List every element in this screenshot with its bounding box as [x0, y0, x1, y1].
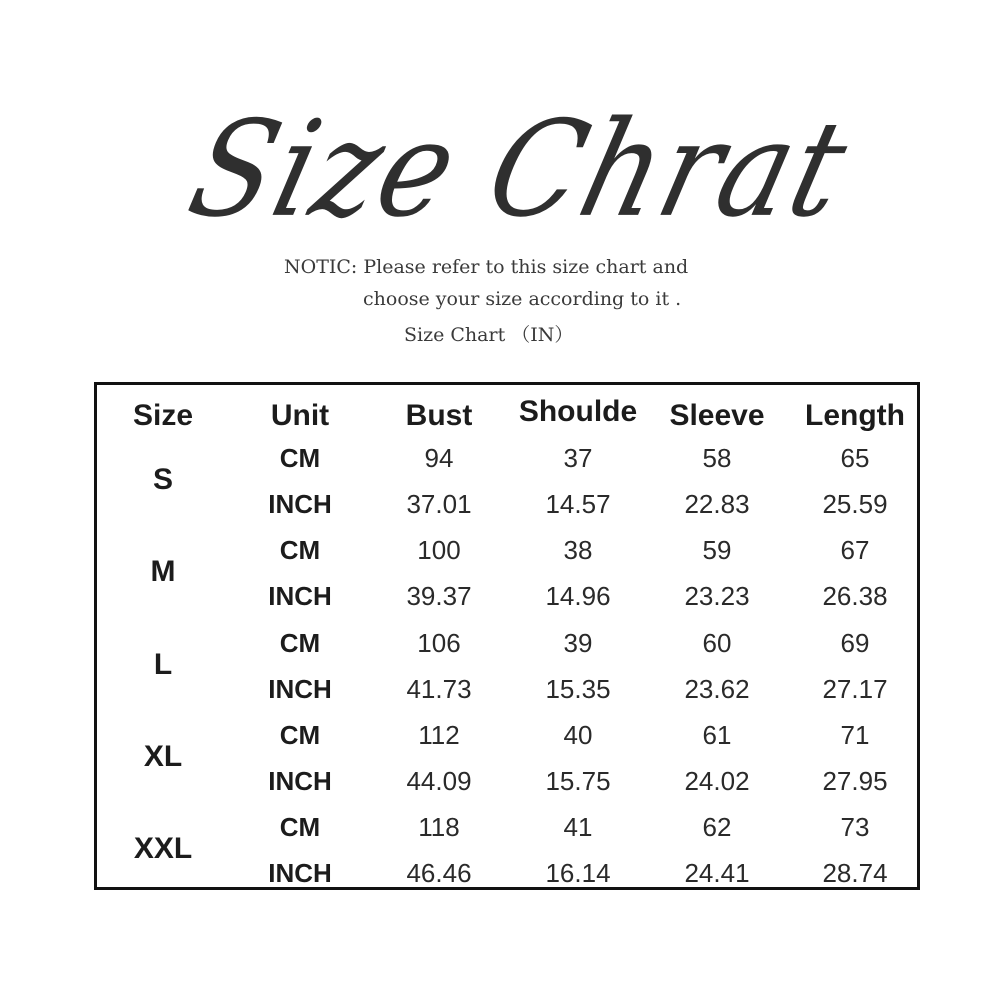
- shoulder-inch: 16.14: [545, 858, 611, 888]
- column-header-bust: Bust: [405, 399, 473, 432]
- notice-line-1: NOTIC: Please refer to this size chart and: [284, 256, 689, 278]
- bust-inch: 41.73: [406, 674, 472, 704]
- size-label-xxl: XXL: [133, 832, 193, 865]
- size-label-xl: XL: [143, 740, 183, 773]
- column-header-sleeve: Sleeve: [669, 399, 765, 432]
- unit-inch: INCH: [268, 581, 332, 611]
- size-table: [94, 382, 920, 890]
- length-cm: 73: [840, 812, 870, 842]
- length-inch: 26.38: [822, 581, 888, 611]
- length-cm: 69: [840, 628, 870, 658]
- bust-inch: 37.01: [406, 489, 472, 519]
- sleeve-cm: 62: [702, 812, 732, 842]
- bust-inch: 39.37: [406, 581, 472, 611]
- sleeve-inch: 23.23: [684, 581, 750, 611]
- sleeve-cm: 58: [702, 443, 732, 473]
- shoulder-cm: 37: [563, 443, 593, 473]
- unit-cm: CM: [279, 443, 321, 473]
- bust-cm: 106: [417, 628, 461, 658]
- unit-inch: INCH: [268, 858, 332, 888]
- size-label-l: L: [153, 648, 173, 681]
- bust-cm: 112: [418, 720, 460, 750]
- column-header-shoulder: Shoulde: [518, 395, 638, 428]
- length-cm: 67: [840, 535, 870, 565]
- unit-cm: CM: [279, 720, 321, 750]
- sleeve-cm: 61: [702, 720, 732, 750]
- unit-cm: CM: [279, 628, 321, 658]
- shoulder-inch: 14.57: [545, 489, 611, 519]
- column-header-length: Length: [805, 399, 905, 432]
- length-inch: 27.17: [822, 674, 888, 704]
- length-inch: 25.59: [822, 489, 888, 519]
- size-label-s: S: [152, 463, 174, 496]
- length-cm: 71: [840, 720, 870, 750]
- sleeve-inch: 24.02: [684, 766, 750, 796]
- bust-cm: 94: [424, 443, 454, 473]
- unit-inch: INCH: [268, 674, 332, 704]
- unit-cm: CM: [279, 812, 321, 842]
- shoulder-inch: 15.35: [545, 674, 611, 704]
- bust-inch: 46.46: [406, 858, 472, 888]
- sleeve-inch: 22.83: [684, 489, 750, 519]
- shoulder-cm: 38: [563, 535, 593, 565]
- length-inch: 27.95: [822, 766, 888, 796]
- bust-cm: 100: [417, 535, 461, 565]
- shoulder-inch: 15.75: [545, 766, 611, 796]
- length-inch: 28.74: [822, 858, 888, 888]
- sleeve-cm: 60: [702, 628, 732, 658]
- shoulder-cm: 41: [563, 812, 593, 842]
- length-cm: 65: [840, 443, 870, 473]
- size-label-m: M: [150, 555, 176, 588]
- notice-line-2: choose your size according to it .: [363, 288, 682, 310]
- sleeve-inch: 24.41: [684, 858, 750, 888]
- chart-unit-caption: Size Chart （IN）: [404, 324, 574, 346]
- unit-inch: INCH: [268, 489, 332, 519]
- bust-inch: 44.09: [406, 766, 472, 796]
- shoulder-cm: 39: [563, 628, 593, 658]
- unit-inch: INCH: [268, 766, 332, 796]
- sleeve-inch: 23.62: [684, 674, 750, 704]
- shoulder-cm: 40: [563, 720, 593, 750]
- shoulder-inch: 14.96: [545, 581, 611, 611]
- column-header-size: Size: [132, 399, 194, 432]
- bust-cm: 118: [418, 812, 460, 842]
- column-header-unit: Unit: [270, 399, 330, 432]
- unit-cm: CM: [279, 535, 321, 565]
- size-chart-title: Size Chrat: [175, 91, 863, 247]
- sleeve-cm: 59: [702, 535, 732, 565]
